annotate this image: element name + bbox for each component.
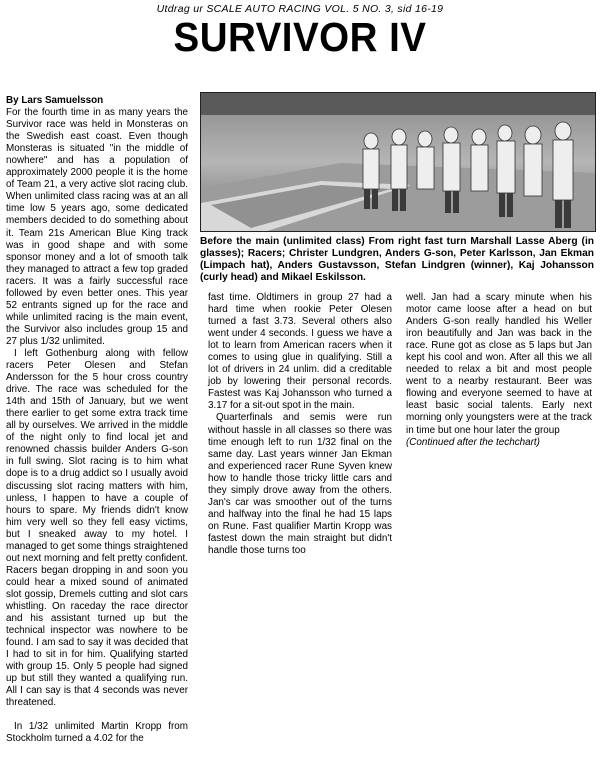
source-line: Utdrag ur SCALE AUTO RACING VOL. 5 NO. 3, sid 16-19 [156,3,444,15]
paragraph: Quarterfinals and semis were run without hassle in all classes so there was time enough left to run 1/32 final on the same day. Last years winner Jan Ekman and experienced racer Rune Syven knew how to handle those tricky little cars and they simply drove away from the others. Jan's car was smoother out of the turns and halfway into the final he had 15 laps on Rune. Fast qualifier Martin Kropp was fastest down the main straight but didn't handle those turns too [208,412,392,556]
paragraph: I left Gothenburg along with fellow racers Peter Olesen and Stefan Andersson for the 5 hour cross country drive. The race was scheduled for the 14th and 15th of January, but we went there earlier to get some extra track time all by ourselves. We arrived in the middle of the night only to find local jet and renowned chassis builder Anders G-son in full swing. Slot racing is to him what dope is to a drug addict so I usually avoid discussing slot racing matters with him, unless, I happen to have a couple of hours to spare. My friends didn't know him very well so they fell easy victims, but I sneaked away to my hotel. I managed to get some things straightened out next morning and felt pretty confident. Racers began dropping in and soon you could hear a mixed sound of animated slot gossip, Dremels cutting and slot cars whistling. On raceday the race director and his assistant turned up but the technical inspector was nowhere to be found. I am sad to say it was decided that I had to sit in for him. Qualifying started with group 15. Only 5 people had signed up but still they wanted a qualifying run. All I can say is that 4 seconds was never threatened. [6,347,188,709]
continued-note: (Continued after the techchart) [406,436,540,448]
article-column-1 [6,95,188,745]
paragraph: well. Jan had a scary minute when his motor came loose after a head on but Anders G-son really handled his Weller iron beautifully and Jan was back in the race. Rune got as close as 5 laps but Jan kept his cool and won. After all this we all needed to relax a bit and most people went to a nearby restaurant. Beer was flowing and everyone seemed to have at least basic social talents. Early next morning only youngsters were at the track in time but one hour later the group [406,292,592,436]
photo-caption: Before the main (unlimited class) From right fast turn Marshall Lasse Aberg (in glasses); Racers; Christer Lundgren, Anders G-son, Peter Karlsson, Jan Ekman (Limpach hat), Anders Gustavsson, Stefan Lindgren (winner), Kaj Johansson (curly head) and Mikael Eskilsson. [200,236,594,283]
article-column-3 [406,292,592,449]
paragraph: For the fourth time in as many years the Survivor race was held in Monsteras on the Swedish east coast. Even though Monsteras is situated "in the middle of nowhere" and has a population of approximately 2000 people it is the home of Team 21, a very active slot racing club. When unlimited class racing was at an all time low 5 years ago, some dedicated members decided to do something about it. Team 21s American Blue King track was in good shape and with some sponsor money and a lot of smooth talk they managed to attract a few top graded racers. It was a fairly successful race followed by even better ones. This year 52 entrants signed up for the race and while unlimited racing is the main event, the Survivor also includes group 15 and 27 plus 1/32 unlimited. [6,107,188,347]
race-photo [200,92,596,232]
article-column-2 [208,292,392,557]
paragraph: fast time. Oldtimers in group 27 had a hard time when rookie Peter Olesen turned a fast 3.73. Several others also went under 4 seconds. I guess we have a lot to learn from American racers when it comes to using glue in qualifying. Still a lot of drivers in 24 unlim. did a creditable job by lowering their personal records. Fastest was Kaj Johansson who turned a 3.17 for a sit-out spot in the main. [208,292,392,412]
paragraph: In 1/32 unlimited Martin Kropp from Stockholm turned a 4.02 for the [6,721,188,745]
page-title: SURVIVOR IV [173,14,427,60]
race-photo-image [201,93,596,232]
byline: By Lars Samuelsson [6,95,104,106]
